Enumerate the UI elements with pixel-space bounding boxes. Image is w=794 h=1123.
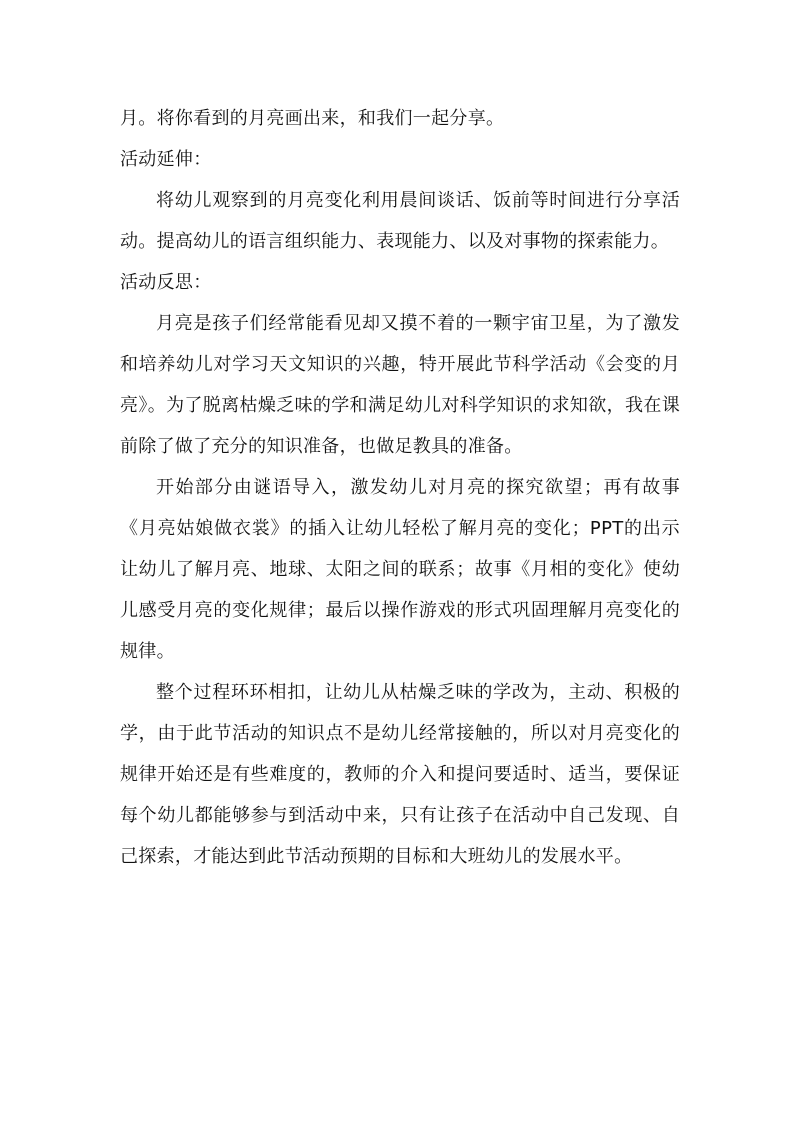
paragraph-reflection-3: 整个过程环环相扣，让幼儿从枯燥乏味的学改为，主动、积极的学，由于此节活动的知识点不是幼儿经常接触的，所以对月亮变化的规律开始还是有些难度的，教师的介入和提问要适时、适当，要保证每个幼儿都能够参与到活动中来，只有让孩子在活动中自己发现、自己探索，才能达到此节活动预期的目标和大班幼儿的发展水平。 (120, 682, 680, 867)
section-heading-activity-extension: 活动延伸： (120, 149, 212, 170)
continued-paragraph: 月。将你看到的月亮画出来，和我们一起分享。 (120, 108, 505, 129)
section-heading-activity-reflection: 活动反思： (120, 272, 212, 293)
document-body (120, 98, 680, 877)
paragraph-activity-extension: 将幼儿观察到的月亮变化利用晨间谈话、饭前等时间进行分享活动。提高幼儿的语言组织能力、表现能力、以及对事物的探索能力。 (120, 190, 680, 252)
paragraph-reflection-2: 开始部分由谜语导入，激发幼儿对月亮的探究欲望；再有故事《月亮姑娘做衣裳》的插入让幼儿轻松了解月亮的变化；PPT的出示让幼儿了解月亮、地球、太阳之间的联系；故事《月相的变化》使幼儿感受月亮的变化规律；最后以操作游戏的形式巩固理解月亮变化的规律。 (120, 477, 680, 662)
paragraph-reflection-1: 月亮是孩子们经常能看见却又摸不着的一颗宇宙卫星，为了激发和培养幼儿对学习天文知识的兴趣，特开展此节科学活动《会变的月亮》。为了脱离枯燥乏味的学和满足幼儿对科学知识的求知欲，我在课前除了做了充分的知识准备，也做足教具的准备。 (120, 313, 680, 457)
